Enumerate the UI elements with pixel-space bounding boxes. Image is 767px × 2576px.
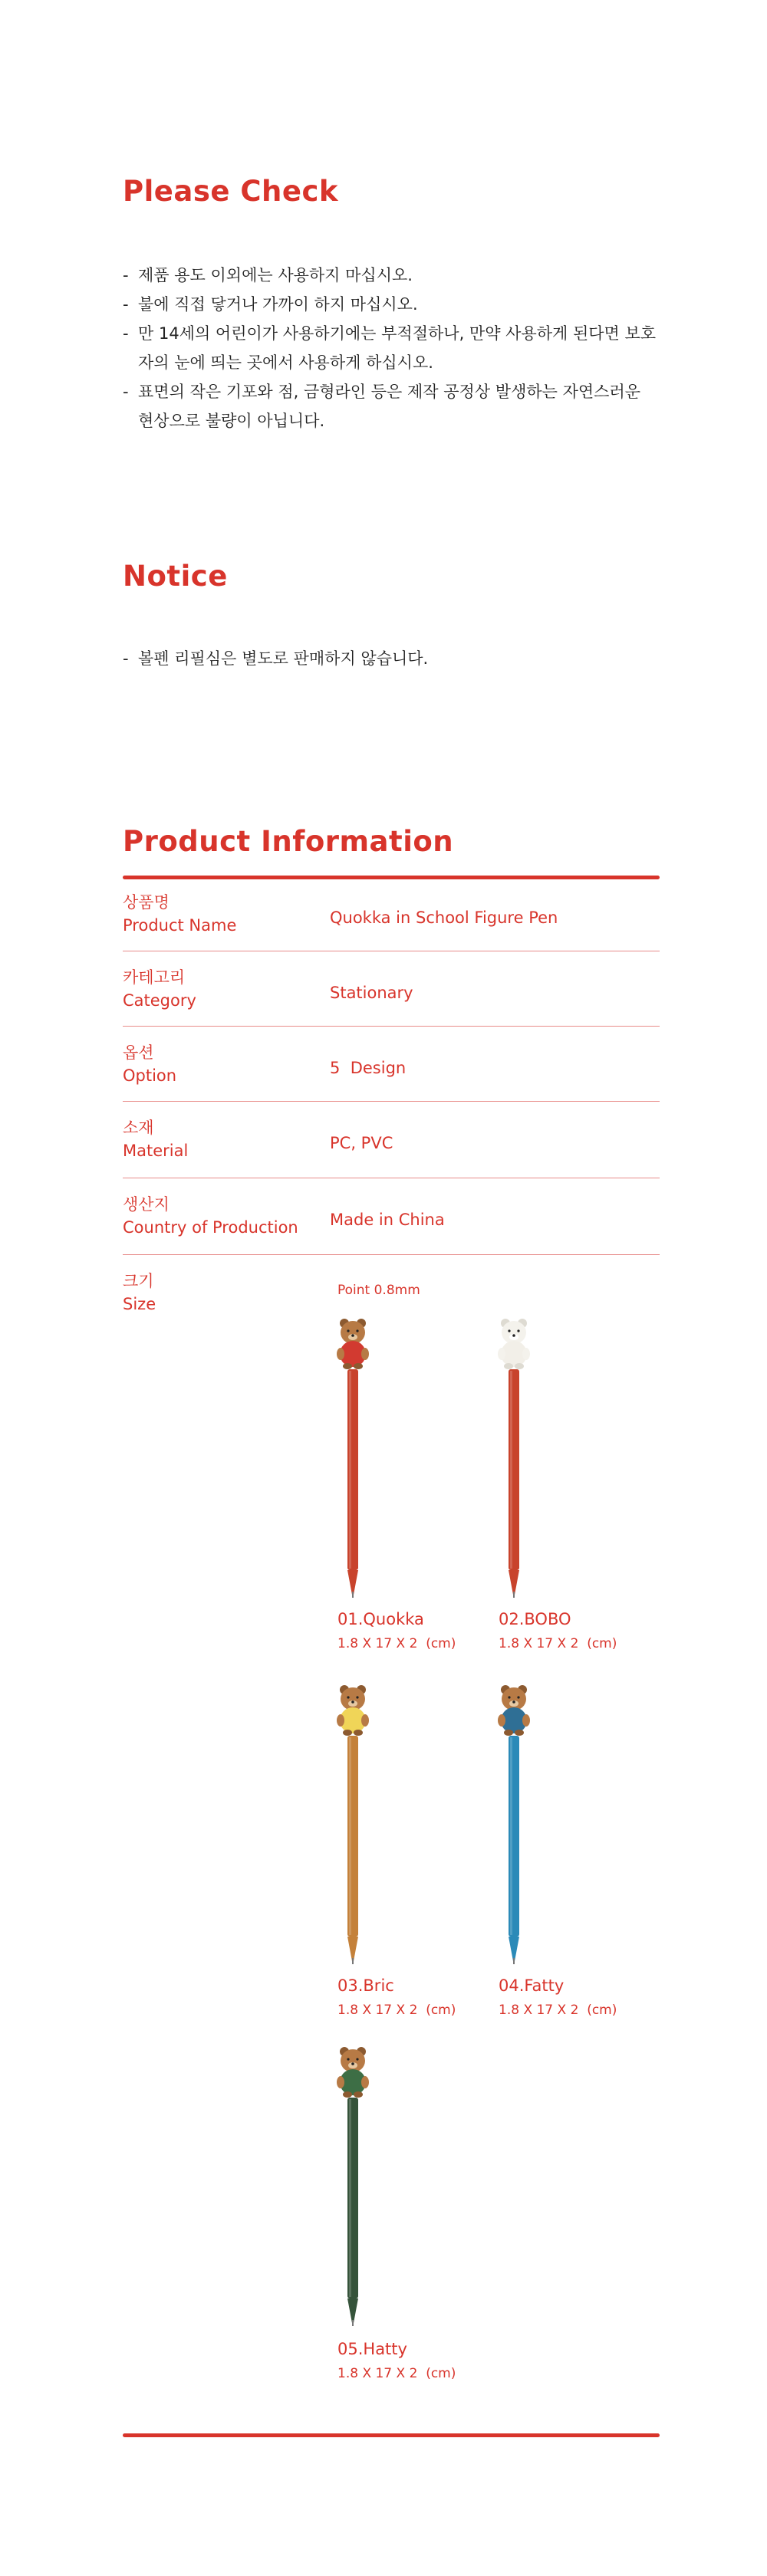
bear-nose [512, 1700, 515, 1704]
material-label [123, 1116, 188, 1162]
bear-head [341, 1687, 365, 1710]
list-item: - 표면의 작은 기포와 점, 금형라인 등은 제작 공정상 발생하는 자연스러운 현상으로 불량이 아닙니다. [123, 377, 660, 435]
pen-hatty-image [334, 2045, 371, 2329]
bear-nose [351, 2062, 354, 2065]
bear-arm-left [498, 1714, 505, 1727]
bear-eye-left [347, 2058, 349, 2060]
list-item: - 만 14세의 어린이가 사용하기에는 부적절하나, 만약 사용하게 된다면 보호자의 눈에 띄는 곳에서 사용하게 하십시오. [123, 319, 660, 377]
bear-foot-left [504, 1363, 513, 1369]
label-en: Material [123, 1142, 189, 1160]
country-label [123, 1193, 298, 1239]
bear-arm-right [522, 1714, 530, 1727]
label-ko: 상품명 [123, 893, 170, 912]
bear-nose [351, 1700, 354, 1704]
label-en: Category [123, 991, 196, 1010]
bear-foot-left [343, 1730, 352, 1736]
bear-eye-left [347, 1329, 349, 1332]
please-check-list [123, 261, 660, 435]
pen-dims: 1.8 X 17 X 2 (cm) [337, 1636, 456, 1651]
bear-eye-left [347, 1696, 349, 1698]
list-item: - 볼펜 리필심은 별도로 판매하지 않습니다. [123, 644, 660, 673]
row-divider [123, 1101, 660, 1102]
bear-eye-right [356, 1329, 358, 1332]
pen-tip [509, 1570, 519, 1595]
bear-foot-left [343, 2091, 352, 2098]
country-value: Made in China [330, 1211, 445, 1229]
pen-name: 05.Hatty [337, 2340, 407, 2358]
option-label [123, 1041, 176, 1087]
product-info-top-rule [123, 876, 660, 879]
bear-arm-right [361, 1714, 369, 1727]
notice-list [123, 644, 660, 673]
pen-barrel-highlight [510, 1371, 512, 1569]
label-en: Country of Production [123, 1218, 298, 1237]
bear-eye-right [517, 1696, 519, 1698]
bear-arm-left [337, 2076, 344, 2088]
pen-tip [347, 2298, 358, 2323]
row-divider [123, 1254, 660, 1255]
label-en: Size [123, 1295, 156, 1313]
notice-title: Notice [123, 560, 228, 593]
product-name-label [123, 891, 236, 937]
label-ko: 카테고리 [123, 968, 186, 987]
pen-nib [513, 1592, 515, 1598]
bear-arm-left [498, 1348, 505, 1360]
bear-arm-right [522, 1348, 530, 1360]
please-check-title: Please Check [123, 175, 338, 208]
pen-name: 04.Fatty [499, 1976, 565, 1995]
bear-nose [351, 1334, 354, 1337]
bear-foot-left [343, 1363, 352, 1369]
bear-arm-left [337, 1348, 344, 1360]
material-value: PC, PVC [330, 1134, 393, 1152]
product-name-value: Quokka in School Figure Pen [330, 909, 558, 927]
category-label [123, 966, 196, 1012]
label-en: Option [123, 1066, 177, 1085]
product-info-bottom-rule [123, 2433, 660, 2437]
pen-tip [347, 1570, 358, 1595]
product-info-title: Product Information [123, 825, 454, 858]
bear-foot-left [504, 1730, 513, 1736]
label-en: Product Name [123, 916, 237, 935]
list-item: - 제품 용도 이외에는 사용하지 마십시오. [123, 261, 660, 290]
pen-dims: 1.8 X 17 X 2 (cm) [499, 1636, 617, 1651]
pen-nib [352, 2320, 354, 2326]
size-label [123, 1270, 156, 1316]
pen-dims: 1.8 X 17 X 2 (cm) [499, 2003, 617, 2018]
bear-arm-right [361, 2076, 369, 2088]
bear-arm-right [361, 1348, 369, 1360]
pen-fatty-image [495, 1684, 532, 1967]
pen-nib [513, 1958, 515, 1964]
bear-eye-left [508, 1696, 510, 1698]
pen-nib [352, 1592, 354, 1598]
pen-nib [352, 1958, 354, 1964]
label-ko: 크기 [123, 1272, 154, 1290]
label-ko: 생산지 [123, 1195, 170, 1214]
bear-arm-left [337, 1714, 344, 1727]
bear-head [341, 2049, 365, 2072]
bear-foot-right [354, 1730, 363, 1736]
list-item: - 불에 직접 닿거나 가까이 하지 마십시오. [123, 290, 660, 319]
pen-bobo-image [495, 1317, 532, 1601]
pen-barrel-highlight [349, 1737, 351, 1935]
pen-barrel-highlight [510, 1737, 512, 1935]
category-value: Stationary [330, 984, 413, 1002]
bear-foot-right [354, 1363, 363, 1369]
pen-name: 01.Quokka [337, 1610, 424, 1628]
option-value: 5 Design [330, 1059, 407, 1077]
bear-eye-left [508, 1329, 510, 1332]
label-ko: 소재 [123, 1119, 154, 1137]
bear-eye-right [356, 1696, 358, 1698]
pen-dims: 1.8 X 17 X 2 (cm) [337, 2366, 456, 2381]
bear-foot-right [354, 2091, 363, 2098]
pen-name: 02.BOBO [499, 1610, 571, 1628]
bear-head [502, 1687, 526, 1710]
point-size-note: Point 0.8mm [337, 1283, 420, 1298]
bear-eye-right [517, 1329, 519, 1332]
pen-barrel-highlight [349, 1371, 351, 1569]
pen-barrel-highlight [349, 2099, 351, 2297]
row-divider [123, 1026, 660, 1027]
pen-tip [509, 1937, 519, 1961]
bear-foot-right [515, 1730, 524, 1736]
pen-tip [347, 1937, 358, 1961]
pen-dims: 1.8 X 17 X 2 (cm) [337, 2003, 456, 2018]
label-ko: 옵션 [123, 1043, 154, 1062]
pen-quokka-image [334, 1317, 371, 1601]
bear-head [502, 1321, 526, 1344]
bear-foot-right [515, 1363, 524, 1369]
bear-nose [512, 1334, 515, 1337]
pen-bric-image [334, 1684, 371, 1967]
pen-name: 03.Bric [337, 1976, 394, 1995]
bear-head [341, 1321, 365, 1344]
bear-eye-right [356, 2058, 358, 2060]
